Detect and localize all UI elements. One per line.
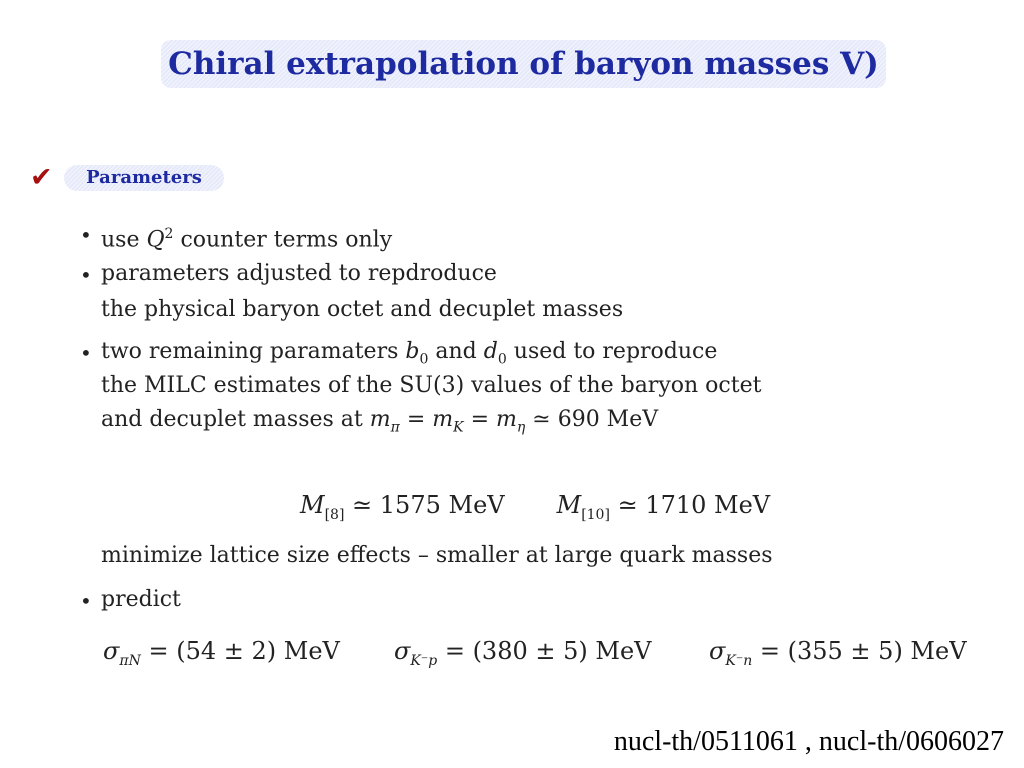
bullet-remaining-parameters-line3: and decuplet masses at $m_\pi = m_K = m_\eta$ ≃ 690 MeV: [101, 407, 659, 436]
lattice-size-effects-text: minimize lattice size effects – smaller at large quark masses: [101, 543, 773, 568]
bullet-parameters-adjusted-line2: the physical baryon octet and decuplet masses: [101, 297, 624, 322]
checkmark-icon: ✔: [30, 162, 53, 193]
bullet-remaining-parameters-line1: two remaining paramaters $b_0$ and $d_0$ used to reproduce: [101, 339, 718, 368]
section-heading-parameters: Parameters: [64, 165, 224, 191]
bullet-parameters-adjusted-line1: parameters adjusted to repdroduce: [101, 261, 497, 286]
baryon-mass-equation: $M_{[8]}$ ≃ 1575 MeV $M_{[10]}$ ≃ 1710 MeV: [300, 491, 771, 523]
sigma-pi-n-equation: $\sigma_{\pi N} = (54 \pm 2)$ MeV: [103, 637, 340, 669]
slide-title: Chiral extrapolation of baryon masses V): [161, 40, 886, 88]
sigma-k-n-equation: $\sigma_{K^-n} = (355 \pm 5)$ MeV: [709, 637, 967, 669]
bullet-remaining-parameters-line2: the MILC estimates of the SU(3) values of the baryon octet: [101, 373, 762, 398]
bullet-dot-icon: •: [80, 263, 92, 287]
reference-footer: nucl-th/0511061 , nucl-th/0606027: [613, 726, 1004, 757]
bullet-dot-icon: •: [80, 341, 92, 365]
bullet-dot-icon: •: [80, 589, 92, 613]
bullet-dot-icon: •: [80, 223, 92, 247]
sigma-k-p-equation: $\sigma_{K^-p} = (380 \pm 5)$ MeV: [394, 637, 652, 669]
bullet-q2-counter-terms: use $Q^2$ counter terms only: [101, 226, 393, 253]
bullet-predict: predict: [101, 587, 181, 612]
